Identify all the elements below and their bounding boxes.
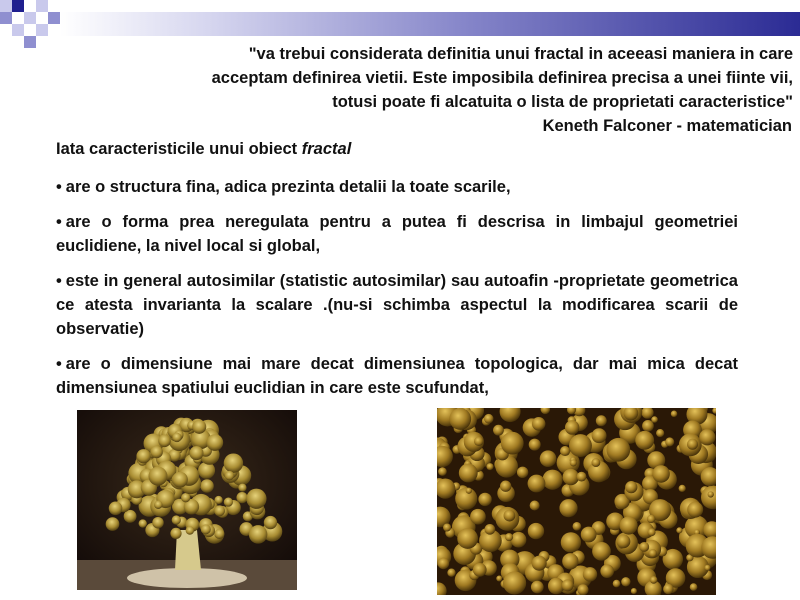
characteristics-intro xyxy=(56,137,351,161)
romanesco-floret xyxy=(542,470,562,490)
romanesco-floret xyxy=(596,415,607,426)
romanesco-floret xyxy=(635,431,654,450)
romanesco-floret xyxy=(581,527,597,543)
romanesco-floret xyxy=(106,517,120,531)
romanesco-floret xyxy=(459,464,478,483)
romanesco-floret xyxy=(246,489,266,509)
romanesco-floret xyxy=(532,417,546,431)
list-item xyxy=(56,352,738,400)
romanesco-floret xyxy=(511,532,527,548)
romanesco-floret xyxy=(225,471,234,480)
romanesco-floret xyxy=(569,434,592,457)
romanesco-floret xyxy=(109,501,123,515)
list-item-text: are o structura fina, adica prezinta detalii la toate scarile, xyxy=(65,178,511,196)
corner-square xyxy=(36,24,48,36)
romanesco-floret xyxy=(631,588,637,594)
romanesco-floret xyxy=(648,528,656,536)
romanesco-photo-right xyxy=(437,408,716,595)
romanesco-floret xyxy=(154,501,162,509)
corner-square xyxy=(24,12,36,24)
romanesco-floret xyxy=(438,558,450,570)
romanesco-floret xyxy=(649,549,657,557)
corner-square xyxy=(0,12,12,24)
romanesco-floret xyxy=(559,499,577,517)
romanesco-floret xyxy=(517,467,528,478)
romanesco-floret xyxy=(699,429,715,445)
romanesco-floret xyxy=(501,432,524,455)
romanesco-floret xyxy=(172,515,181,524)
romanesco-floret xyxy=(532,556,547,571)
romanesco-floret xyxy=(150,446,163,459)
romanesco-floret xyxy=(650,576,658,584)
list-item-text: are o dimensiune mai mare decat dimensiunea topologica, dar mai mica decat dimensiunea spatiului euclidian in care este scufundat, xyxy=(56,355,738,397)
characteristics-list xyxy=(56,175,738,411)
romanesco-floret xyxy=(214,529,224,539)
romanesco-floret xyxy=(500,481,511,492)
quote-line: acceptam definirea vietii. Este imposibila definirea precisa a unei fiinte vii, xyxy=(211,69,793,87)
romanesco-floret xyxy=(651,416,658,423)
romanesco-floret xyxy=(152,517,163,528)
romanesco-floret xyxy=(563,469,579,485)
romanesco-floret xyxy=(503,571,526,594)
romanesco-floret xyxy=(592,428,607,443)
romanesco-floret xyxy=(214,505,225,516)
list-item-text: este in general autosimilar (statistic autosimilar) sau autoafin -proprietate geometrica ce atesta invarianta la scalare .(nu-si schimba aspectul la modificarea scarii de observatie) xyxy=(56,272,738,338)
romanesco-floret xyxy=(264,516,277,529)
romanesco-floret xyxy=(474,437,483,446)
list-item-text: are o forma prea neregulata pentru a putea fi descrisa in limbajul geometriei euclidiene, la nivel local si global, xyxy=(56,213,738,255)
bullet-icon: • xyxy=(56,178,62,196)
romanesco-floret xyxy=(573,522,582,531)
romanesco-floret xyxy=(606,438,630,462)
romanesco-floret xyxy=(504,510,516,522)
romanesco-floret xyxy=(577,584,588,595)
romanesco-floret xyxy=(470,509,486,525)
romanesco-floret xyxy=(249,525,268,544)
quote-author: Keneth Falconer - matematician xyxy=(542,117,792,135)
romanesco-floret xyxy=(600,564,614,578)
romanesco-floret xyxy=(583,567,597,581)
romanesco-floret xyxy=(214,496,222,504)
romanesco-floret xyxy=(236,492,247,503)
romanesco-floret xyxy=(560,446,570,456)
romanesco-floret xyxy=(149,467,168,486)
romanesco-floret xyxy=(616,534,630,548)
romanesco-floret xyxy=(493,425,504,436)
romanesco-floret xyxy=(671,411,678,418)
romanesco-floret xyxy=(447,569,455,577)
romanesco-floret xyxy=(200,479,213,492)
romanesco-floret xyxy=(186,526,194,534)
romanesco-floret xyxy=(443,523,451,531)
title-gradient-bar xyxy=(60,12,800,36)
romanesco-floret xyxy=(192,420,206,434)
quote-line: totusi poate fi alcatuita o lista de proprietati caracteristice" xyxy=(332,93,793,111)
corner-square xyxy=(48,12,60,24)
romanesco-floret xyxy=(531,581,544,594)
romanesco-floret xyxy=(478,493,491,506)
romanesco-floret xyxy=(565,420,579,434)
intro-emphasis: fractal xyxy=(301,140,352,158)
intro-text: Iata caracteristicile unui obiect xyxy=(56,140,302,158)
romanesco-floret xyxy=(457,528,478,549)
romanesco-floret xyxy=(708,491,714,497)
romanesco-floret xyxy=(198,462,215,479)
romanesco-floret xyxy=(665,437,674,446)
romanesco-floret xyxy=(139,519,147,527)
bullet-icon: • xyxy=(56,213,62,231)
romanesco-floret xyxy=(647,515,655,523)
romanesco-floret xyxy=(656,429,664,437)
romanesco-floret xyxy=(473,563,487,577)
romanesco-floret xyxy=(679,485,686,492)
romanesco-floret xyxy=(224,453,243,472)
romanesco-floret xyxy=(496,575,502,581)
romanesco-floret xyxy=(189,446,203,460)
romanesco-floret xyxy=(438,467,447,476)
romanesco-floret xyxy=(136,449,150,463)
romanesco-floret xyxy=(484,414,494,424)
romanesco-floret xyxy=(676,527,682,533)
romanesco-floret xyxy=(466,488,472,494)
bullet-icon: • xyxy=(56,355,62,373)
list-item xyxy=(56,175,738,199)
romanesco-floret xyxy=(181,493,190,502)
romanesco-floret xyxy=(528,475,546,493)
romanesco-floret xyxy=(449,408,471,430)
romanesco-floret xyxy=(613,580,621,588)
romanesco-floret xyxy=(625,481,637,493)
corner-square xyxy=(12,24,24,36)
romanesco-floret xyxy=(620,516,638,534)
romanesco-floret xyxy=(528,523,544,539)
romanesco-floret xyxy=(690,583,698,591)
romanesco-floret xyxy=(562,553,578,569)
corner-square xyxy=(24,36,36,48)
romanesco-floret xyxy=(570,459,577,466)
quote-line: "va trebui considerata definitia unui fractal in aceeasi maniera in care xyxy=(248,45,793,63)
romanesco-floret xyxy=(486,463,493,470)
romanesco-floret xyxy=(663,584,673,594)
romanesco-floret xyxy=(592,542,611,561)
romanesco-floret xyxy=(642,420,654,432)
falconer-quote xyxy=(60,42,793,114)
romanesco-photo-left xyxy=(77,410,297,590)
romanesco-floret xyxy=(207,434,224,451)
romanesco-floret xyxy=(172,433,181,442)
romanesco-floret xyxy=(687,439,698,450)
romanesco-floret xyxy=(621,577,630,586)
corner-square xyxy=(12,0,24,12)
romanesco-floret xyxy=(530,500,540,510)
list-item xyxy=(56,210,738,258)
romanesco-floret xyxy=(652,465,669,482)
romanesco-floret xyxy=(224,498,233,507)
romanesco-floret xyxy=(529,439,541,451)
romanesco-floret xyxy=(238,484,246,492)
romanesco-floret xyxy=(170,528,181,539)
corner-square xyxy=(36,0,48,12)
romanesco-floret xyxy=(561,532,581,552)
romanesco-floret xyxy=(505,533,513,541)
romanesco-floret xyxy=(201,524,211,534)
bullet-icon: • xyxy=(56,272,62,290)
romanesco-floret xyxy=(562,579,574,591)
romanesco-floret xyxy=(158,435,171,448)
list-item xyxy=(56,269,738,341)
romanesco-floret xyxy=(639,542,649,552)
romanesco-floret xyxy=(172,472,188,488)
romanesco-floret xyxy=(577,472,587,482)
romanesco-floret xyxy=(485,524,496,535)
romanesco-floret xyxy=(540,450,557,467)
romanesco-floret xyxy=(687,502,703,518)
corner-square xyxy=(0,0,12,12)
romanesco-floret xyxy=(704,565,710,571)
romanesco-floret xyxy=(591,458,600,467)
